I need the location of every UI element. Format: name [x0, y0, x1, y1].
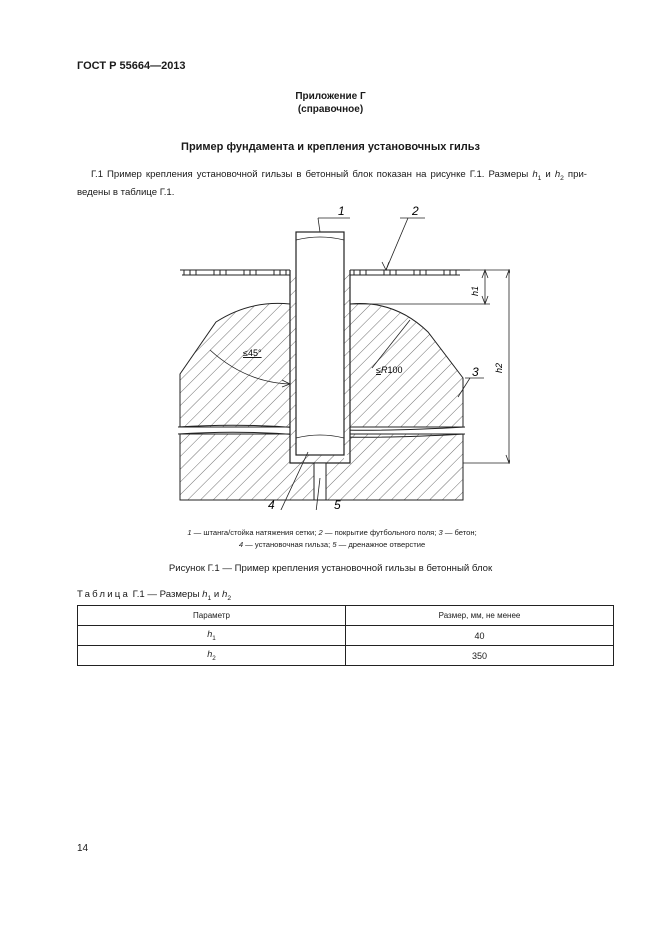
para-h2-symbol: h [554, 169, 561, 180]
radius-value: 100 [387, 365, 403, 375]
row-value: 40 [346, 626, 614, 646]
table-caption-and: и [211, 589, 222, 600]
table-caption-sub1: 1 [207, 594, 212, 602]
radius-symbol: R [380, 365, 388, 375]
para-and: и [541, 169, 555, 180]
callout-4: 4 [268, 498, 275, 510]
annex-subtitle: (справочное) [297, 104, 364, 115]
row-param-sub: 2 [212, 654, 216, 662]
callout-3: 3 [472, 365, 479, 379]
figure-caption: Рисунок Г.1 — Пример крепления установочной гильзы в бетонный блок [168, 563, 493, 574]
figure-legend [77, 527, 587, 551]
standard-header: ГОСТ Р 55664—2013 [77, 60, 186, 72]
header-size: Размер, мм, не менее [346, 606, 614, 626]
row-param [78, 646, 346, 666]
legend-num-5: 5 [332, 540, 337, 549]
intro-paragraph [77, 168, 587, 200]
dim-h2-label [494, 363, 504, 373]
table-caption-h2: h [221, 589, 228, 600]
para-text-after: при-ведены в таблице Г.1. [77, 169, 587, 198]
dim-h2-text: h2 [494, 362, 504, 374]
drainage-hole [314, 463, 326, 500]
legend-text-4: — установочная гильза; [243, 540, 333, 549]
legend-line-2 [77, 539, 587, 551]
table-caption-rest: Г.1 — Размеры [130, 589, 203, 600]
legend-num-1: 1 [187, 528, 192, 537]
legend-num-3: 3 [438, 528, 443, 537]
angle-label: ≤45° [243, 348, 262, 358]
table-caption-label: Таблица [77, 589, 131, 600]
legend-text-2: — покрытие футбольного поля; [322, 528, 439, 537]
callout-2: 2 [412, 204, 419, 218]
para-text-before: Г.1 Пример крепления установочной гильзы в бетонный блок показан на рисунке Г.1. Размеры [91, 169, 533, 180]
row-param-h: h [207, 649, 213, 660]
legend-text-3: — бетон; [442, 528, 477, 537]
annex-heading [0, 90, 661, 116]
table-row [78, 646, 614, 666]
legend-text-1: — штанга/стойка натяжения сетки; [191, 528, 319, 537]
header-param: Параметр [78, 606, 346, 626]
para-h1-symbol: h [532, 169, 538, 180]
para-h2-sub: 2 [560, 174, 564, 182]
callout-1: 1 [338, 204, 345, 218]
dim-h1-text: h1 [470, 285, 480, 297]
post [296, 232, 344, 455]
radius-label [376, 365, 402, 375]
table-caption-sub2: 2 [227, 594, 232, 602]
table-row [78, 626, 614, 646]
row-value: 350 [346, 646, 614, 666]
foundation-drawing [170, 200, 510, 510]
para-h1-sub: 1 [537, 174, 542, 182]
section-title: Пример фундамента и крепления установочных гильз [181, 141, 480, 153]
legend-num-4: 4 [238, 540, 244, 549]
dimensions-table [77, 605, 614, 666]
radius-prefix: ≤ [376, 365, 381, 375]
row-param-h: h [207, 629, 213, 640]
dim-h1-label [470, 286, 480, 296]
legend-text-5: — дренажное отверстие [336, 540, 426, 549]
row-param-sub: 1 [212, 634, 216, 642]
table-caption-h1: h [202, 589, 208, 600]
row-param [78, 626, 346, 646]
page-number: 14 [77, 843, 89, 854]
callout-5: 5 [334, 498, 341, 510]
legend-line-1 [77, 527, 587, 539]
legend-num-2: 2 [318, 528, 323, 537]
annex-title: Приложение Г [295, 91, 366, 102]
table-caption [77, 589, 231, 602]
table-header-row [78, 606, 614, 626]
